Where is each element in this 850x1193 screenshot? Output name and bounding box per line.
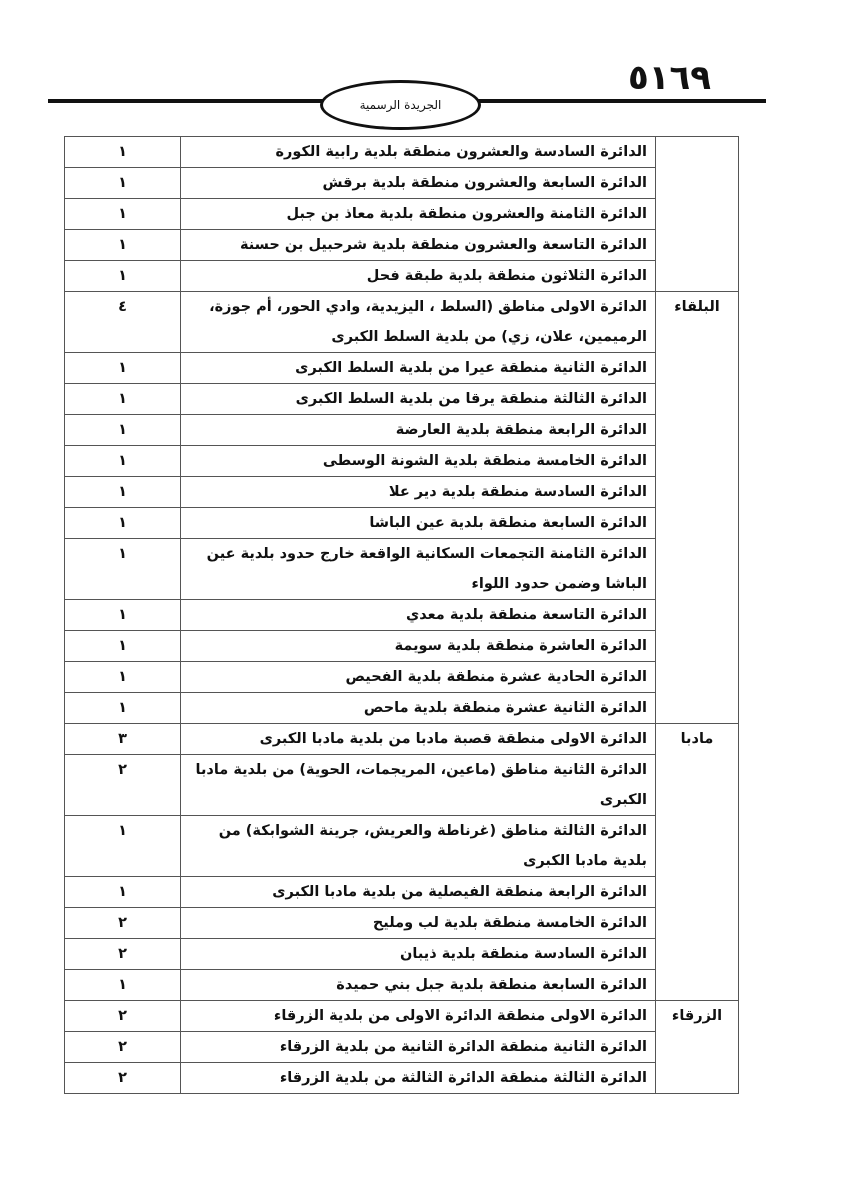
district-description: الدائرة الثانية منطقة الدائرة الثانية من بلدية الزرقاء <box>181 1032 656 1063</box>
table-row <box>65 137 739 168</box>
table-row <box>65 693 739 724</box>
district-description: الدائرة التاسعة منطقة بلدية معدي <box>181 600 656 631</box>
table-row <box>65 908 739 939</box>
gazette-title: الجريدة الرسمية <box>359 98 442 112</box>
seat-count: ١ <box>65 168 181 199</box>
seat-count: ١ <box>65 600 181 631</box>
district-description: الدائرة السابعة منطقة بلدية جبل بني حميدة <box>181 970 656 1001</box>
seat-count: ١ <box>65 816 181 877</box>
table-row <box>65 199 739 230</box>
seat-count: ٢ <box>65 908 181 939</box>
district-description: الدائرة الثالثة مناطق (غرناطة والعريش، جرينة الشوابكة) من بلدية مادبا الكبرى <box>181 816 656 877</box>
table-row <box>65 230 739 261</box>
seat-count: ١ <box>65 199 181 230</box>
table-row <box>65 1032 739 1063</box>
table-row <box>65 816 739 877</box>
district-description: الدائرة التاسعة والعشرون منطقة بلدية شرحبيل بن حسنة <box>181 230 656 261</box>
seat-count: ١ <box>65 415 181 446</box>
district-description: الدائرة الرابعة منطقة الفيصلية من بلدية مادبا الكبرى <box>181 877 656 908</box>
district-description: الدائرة الثالثة منطقة يرقا من بلدية السلط الكبرى <box>181 384 656 415</box>
seat-count: ١ <box>65 693 181 724</box>
seat-count: ١ <box>65 137 181 168</box>
district-description: الدائرة الرابعة منطقة بلدية العارضة <box>181 415 656 446</box>
district-description: الدائرة السابعة منطقة بلدية عين الباشا <box>181 508 656 539</box>
table-row <box>65 939 739 970</box>
seat-count: ١ <box>65 230 181 261</box>
seat-count: ١ <box>65 877 181 908</box>
table-row <box>65 292 739 353</box>
table-row <box>65 353 739 384</box>
governorate-cell: البلقاء <box>656 292 739 724</box>
table-row <box>65 261 739 292</box>
district-description: الدائرة الاولى منطقة الدائرة الاولى من بلدية الزرقاء <box>181 1001 656 1032</box>
table-row <box>65 755 739 816</box>
page-number: ٥١٦٩ <box>628 58 712 98</box>
district-description: الدائرة الثامنة والعشرون منطقة بلدية معاذ بن جبل <box>181 199 656 230</box>
seat-count: ١ <box>65 539 181 600</box>
table-row <box>65 600 739 631</box>
seat-count: ١ <box>65 508 181 539</box>
seat-count: ١ <box>65 477 181 508</box>
seat-count: ٢ <box>65 1001 181 1032</box>
table-row <box>65 384 739 415</box>
gazette-title-oval <box>320 80 481 130</box>
seat-count: ١ <box>65 662 181 693</box>
table-row <box>65 508 739 539</box>
governorate-cell: مادبا <box>656 724 739 1001</box>
district-description: الدائرة الثلاثون منطقة بلدية طبقة فحل <box>181 261 656 292</box>
district-description: الدائرة الثامنة التجمعات السكانية الواقعة خارج حدود بلدية عين الباشا وضمن حدود اللواء <box>181 539 656 600</box>
table-row <box>65 1001 739 1032</box>
table-row <box>65 1063 739 1094</box>
table-row <box>65 168 739 199</box>
district-description: الدائرة الثانية مناطق (ماعين، المريجمات، الحوية) من بلدية مادبا الكبرى <box>181 755 656 816</box>
district-description: الدائرة السادسة والعشرون منطقة بلدية رابية الكورة <box>181 137 656 168</box>
seat-count: ١ <box>65 631 181 662</box>
table-row <box>65 724 739 755</box>
governorate-cell <box>656 137 739 292</box>
district-description: الدائرة الاولى منطقة قصبة مادبا من بلدية مادبا الكبرى <box>181 724 656 755</box>
district-description: الدائرة العاشرة منطقة بلدية سويمة <box>181 631 656 662</box>
table-row <box>65 477 739 508</box>
seat-count: ٤ <box>65 292 181 353</box>
table-row <box>65 539 739 600</box>
seat-count: ١ <box>65 353 181 384</box>
table-row <box>65 662 739 693</box>
district-description: الدائرة الثانية منطقة عيرا من بلدية السلط الكبرى <box>181 353 656 384</box>
district-description: الدائرة السابعة والعشرون منطقة بلدية برقش <box>181 168 656 199</box>
district-description: الدائرة الحادية عشرة منطقة بلدية الفحيص <box>181 662 656 693</box>
district-description: الدائرة الخامسة منطقة بلدية الشونة الوسطى <box>181 446 656 477</box>
seat-count: ١ <box>65 970 181 1001</box>
district-description: الدائرة السادسة منطقة بلدية ذيبان <box>181 939 656 970</box>
table-row <box>65 446 739 477</box>
seat-count: ١ <box>65 384 181 415</box>
seat-count: ٢ <box>65 1032 181 1063</box>
seat-count: ٣ <box>65 724 181 755</box>
district-description: الدائرة السادسة منطقة بلدية دير علا <box>181 477 656 508</box>
table-row <box>65 877 739 908</box>
seat-count: ١ <box>65 261 181 292</box>
district-description: الدائرة الخامسة منطقة بلدية لب ومليح <box>181 908 656 939</box>
table-row <box>65 631 739 662</box>
districts-table <box>64 136 739 1094</box>
seat-count: ١ <box>65 446 181 477</box>
seat-count: ٢ <box>65 1063 181 1094</box>
governorate-cell: الزرقاء <box>656 1001 739 1094</box>
district-description: الدائرة الاولى مناطق (السلط ، اليزيدية، وادي الحور، أم جوزة، الرميمين، علان، زي) من بلدية السلط الكبرى <box>181 292 656 353</box>
table-row <box>65 970 739 1001</box>
district-description: الدائرة الثانية عشرة منطقة بلدية ماحص <box>181 693 656 724</box>
seat-count: ٢ <box>65 939 181 970</box>
table-row <box>65 415 739 446</box>
seat-count: ٢ <box>65 755 181 816</box>
district-description: الدائرة الثالثة منطقة الدائرة الثالثة من بلدية الزرقاء <box>181 1063 656 1094</box>
